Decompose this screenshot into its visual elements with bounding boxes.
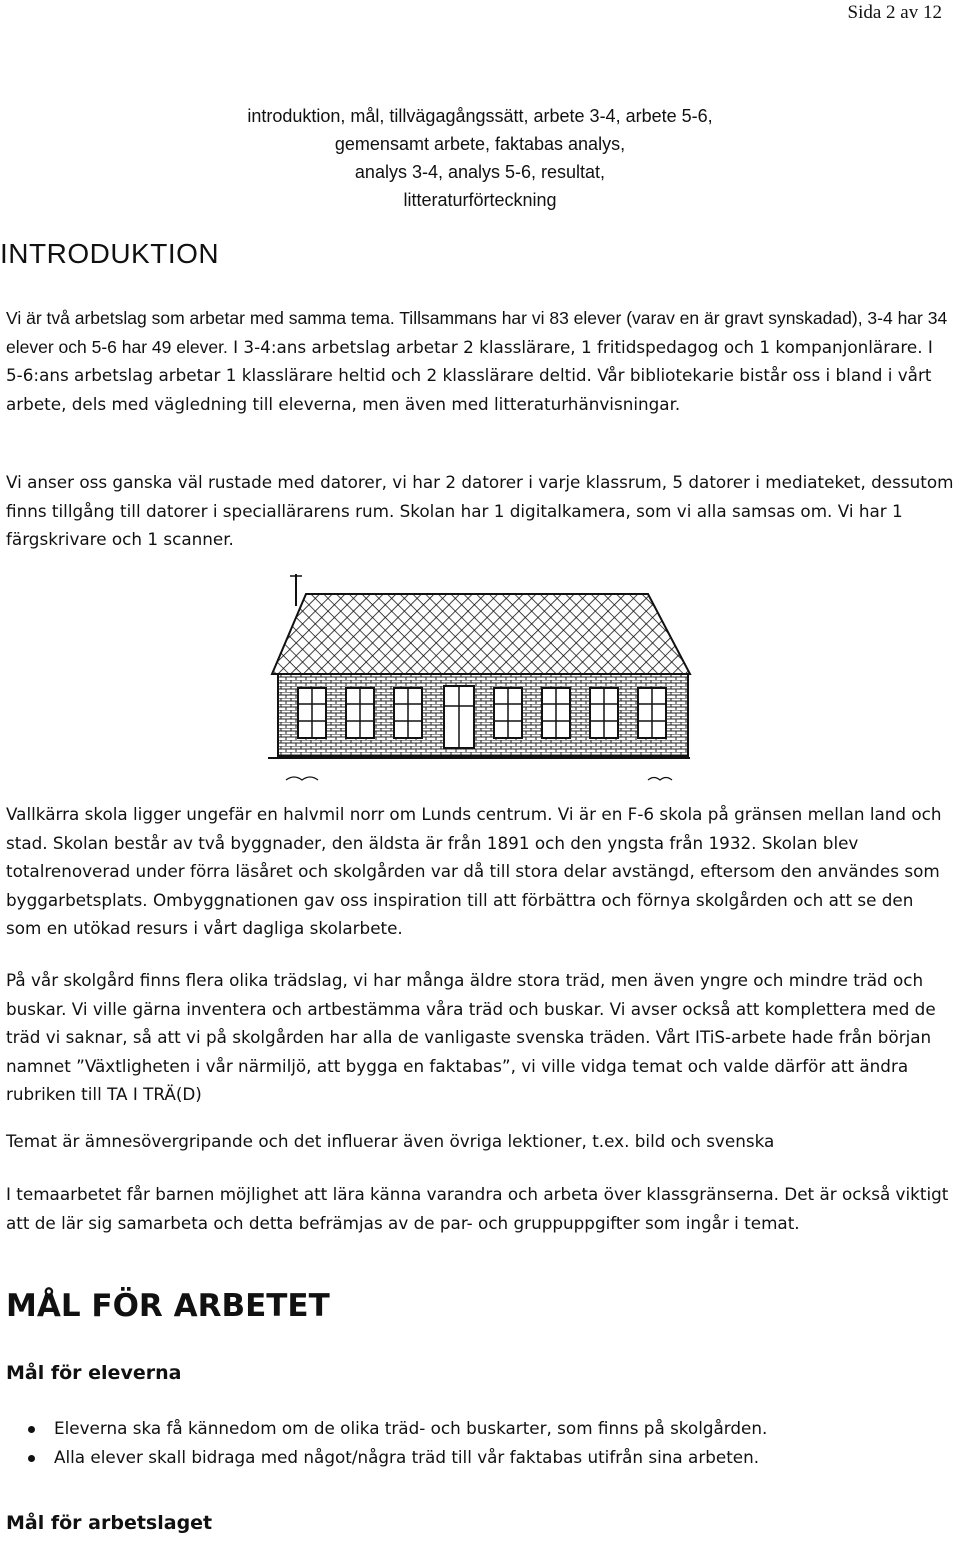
pupil-goals-list — [28, 1414, 767, 1472]
page-number: Sida 2 av 12 — [847, 2, 942, 23]
school-building-drawing — [258, 566, 696, 790]
toc-line: introduktion, mål, tillvägagångssätt, arbete 3-4, arbete 5-6, — [247, 106, 713, 126]
goals-heading: MÅL FÖR ARBETET — [6, 1288, 330, 1324]
intro-paragraph-3: Vallkärra skola ligger ungefär en halvmil norr om Lunds centrum. Vi är en F-6 skola på gränsen mellan land och stad. Skolan består av två byggnader, den äldsta är från 1891 och den yngsta från 1932. Skolan blev totalrenoverad under förra läsåret och skolgården var då till stora delar avstängd, eftersom den användes som byggarbetsplats. Ombyggnationen gav oss inspiration till att förbättra och förnya skolgården och att se den som en utökad resurs i vårt dagliga skolarbete. — [6, 804, 942, 938]
intro-paragraph-2: Vi anser oss ganska väl rustade med datorer, vi har 2 datorer i varje klassrum, 5 datorer i mediateket, dessutom finns tillgång till datorer i speciallärarens rum. Skolan har 1 digitalkamera, som vi alla samsas om. Vi har 1 färgskrivare och 1 scanner. — [6, 472, 954, 549]
table-of-contents — [0, 102, 960, 214]
introduction-heading: INTRODUKTION — [0, 238, 220, 269]
intro-paragraph-6: I temaarbetet får barnen möjlighet att lära känna varandra och arbeta över klassgränserna. Det är också viktigt att de lär sig samarbeta och detta befrämjas av de par- och gruppuppgifter som ingår i temat. — [6, 1184, 949, 1233]
intro-paragraph-4: På vår skolgård finns flera olika trädslag, vi har många äldre stora träd, men även yngre och mindre träd och buskar. Vi ville gärna inventera och artbestämma våra träd och buskar. Vi avser också att komplettera med de träd vi saknar, så att vi på skolgården har alla de vanligaste svenska träden. Vårt ITiS-arbete hade från början namnet ”Växtligheten i vår närmiljö, att bygga en faktabas”, vi ville vidga temat och valde därför att ändra rubriken till TA I TRÄ(D) — [6, 970, 936, 1104]
list-item: Alla elever skall bidraga med något/några träd till vår faktabas utifrån sina arbeten. — [28, 1443, 767, 1472]
team-goals-heading: Mål för arbetslaget — [6, 1512, 213, 1534]
intro-paragraph-1-lead: Vi är två arbetslag som arbetar med samma tema. Tillsammans har vi 83 elever (varav en är gravt synskadad), 3-4 har 34 elever och 5-6 har 49 elever. — [6, 308, 948, 357]
intro-paragraph-1-rest: I 3-4:ans arbetslag arbetar 2 klasslärare, 1 fritidspedagog och 1 kompanjonlärare. I 5-6:ans arbetslag arbetar 1 klasslärare heltid och 2 klasslärare deltid. Vår bibliotekarie bistår oss i bland i vårt arbete, dels med vägledning till eleverna, men även med litteraturhänvisningar. — [6, 336, 933, 414]
pupil-goals-heading: Mål för eleverna — [6, 1362, 182, 1384]
toc-line: litteraturförteckning — [403, 190, 557, 210]
toc-line: gemensamt arbete, faktabas analys, — [334, 134, 626, 154]
intro-paragraph-1 — [6, 304, 954, 418]
list-item: Eleverna ska få kännedom om de olika träd- och buskarter, som finns på skolgården. — [28, 1414, 767, 1443]
toc-line: analys 3-4, analys 5-6, resultat, — [354, 162, 606, 182]
intro-paragraph-5: Temat är ämnesövergripande och det influerar även övriga lektioner, t.ex. bild och svenska — [6, 1131, 775, 1151]
